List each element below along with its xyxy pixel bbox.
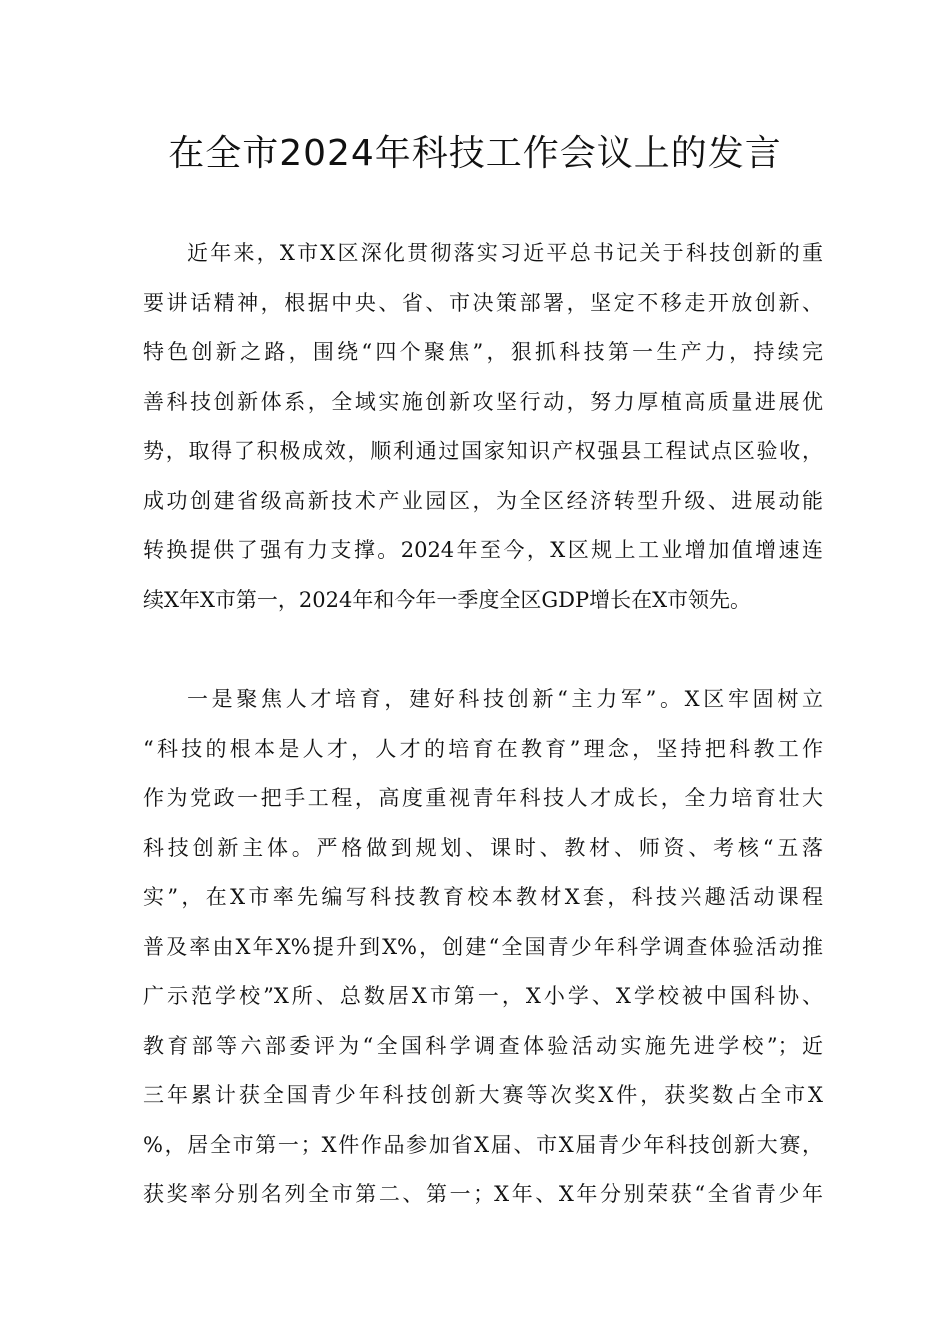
- paragraph-line: 一是聚焦人才培育，建好科技创新“主力军”。X区牢固树立: [187, 687, 823, 711]
- paragraph-line: 近年来，X市X区深化贯彻落实习近平总书记关于科技创新的重: [187, 241, 823, 265]
- paragraph-line: 转换提供了强有力支撑。2024年至今，X区规上工业增加值增速连: [143, 538, 823, 562]
- paragraph-line: 获奖率分别名列全市第二、第一；X年、X年分别荣获“全省青少年: [143, 1182, 823, 1206]
- paragraph-intro: [143, 229, 823, 625]
- paragraph-line: 势，取得了积极成效，顺利通过国家知识产权强县工程试点区验收，: [143, 439, 823, 463]
- paragraph-line: 成功创建省级高新技术产业园区，为全区经济转型升级、进展动能: [143, 488, 823, 513]
- paragraph-line: 续X年X市第一，2024年和今年一季度全区GDP增长在X市领先。: [143, 587, 752, 612]
- document-title: 在全市2024年科技工作会议上的发言: [168, 133, 782, 174]
- paragraph-line: 特色创新之路，围绕“四个聚焦”，狠抓科技第一生产力，持续完: [143, 340, 823, 364]
- paragraph-line: 科技创新主体。严格做到规划、课时、教材、师资、考核“五落: [143, 835, 823, 860]
- paragraph-line: 作为党政一把手工程，高度重视青年科技人才成长，全力培育壮大: [143, 786, 823, 810]
- paragraph-line: 广示范学校”X所、总数居X市第一，X小学、X学校被中国科协、: [143, 984, 823, 1008]
- paragraph-line: 三年累计获全国青少年科技创新大赛等次奖X件，获奖数占全市X: [143, 1083, 823, 1107]
- paragraph-line: %，居全市第一；X件作品参加省X届、市X届青少年科技创新大赛，: [143, 1132, 823, 1157]
- paragraph-line: 实”，在X市率先编写科技教育校本教材X套，科技兴趣活动课程: [143, 885, 823, 909]
- paragraph-line: 要讲话精神，根据中央、省、市决策部署，坚定不移走开放创新、: [143, 290, 823, 315]
- paragraph-line: 普及率由X年X%提升到X%，创建“全国青少年科学调查体验活动推: [143, 934, 823, 959]
- paragraph-talent: [143, 675, 823, 1220]
- paragraph-line: 教育部等六部委评为“全国科学调查体验活动实施先进学校”；近: [143, 1033, 823, 1058]
- paragraph-line: 善科技创新体系，全域实施创新攻坚行动，努力厚植高质量进展优: [143, 389, 823, 414]
- paragraph-line: “科技的根本是人才，人才的培育在教育”理念，坚持把科教工作: [143, 736, 823, 761]
